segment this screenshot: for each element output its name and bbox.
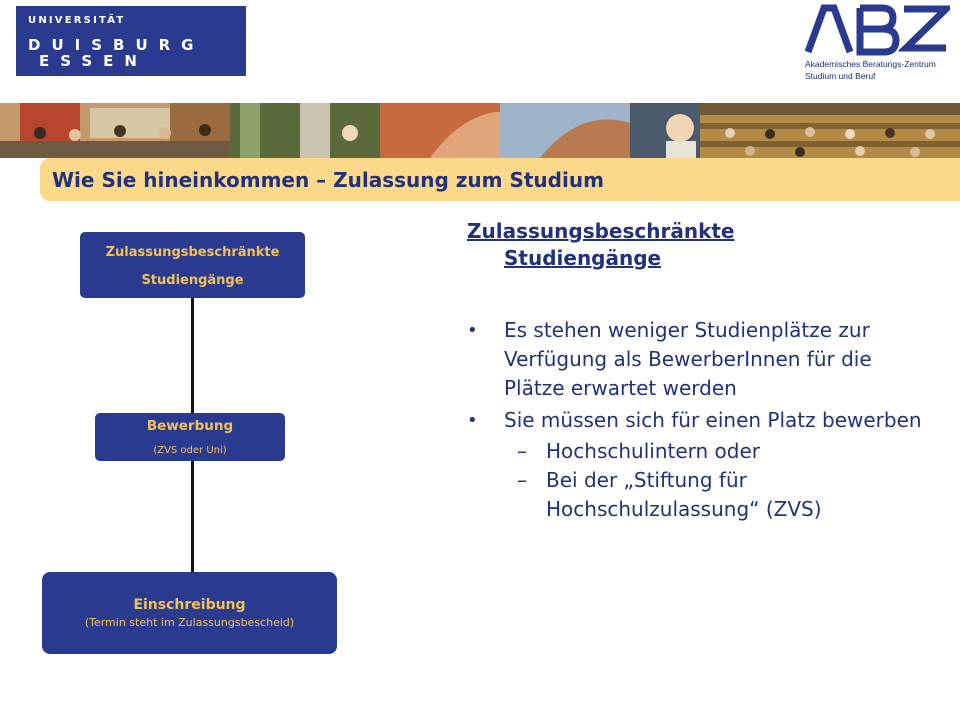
flow-box-label: Studiengänge: [141, 273, 244, 288]
title-bar: [40, 158, 960, 201]
bullet-list: [467, 316, 937, 524]
sub-list-item: [504, 437, 937, 466]
flow-connector-top: [191, 298, 194, 413]
flow-connector-bottom: [191, 461, 194, 572]
sub-bullet-text: Hochschulintern oder: [546, 439, 761, 463]
flow-box-label: Zulassungsbeschränkte: [105, 245, 280, 260]
flow-box-einschreibung: [42, 572, 337, 654]
section-heading-line2: Studiengänge: [504, 246, 662, 270]
section-heading-line1: Zulassungsbeschränkte: [467, 219, 735, 243]
flow-box-bewerbung: [95, 413, 285, 461]
page-title: Wie Sie hineinkommen – Zulassung zum Studium: [52, 168, 604, 192]
bullet-icon: •: [467, 320, 478, 341]
dash-icon: –: [517, 468, 527, 492]
abz-subtitle-line1: Akademisches Beratungs-Zentrum: [805, 59, 936, 69]
flow-box-sublabel: (Termin steht im Zulassungsbescheid): [84, 616, 295, 629]
flow-box-label: Bewerbung: [146, 418, 234, 434]
university-logo-top: UNIVERSITÄT: [28, 15, 126, 26]
bullet-text: Es stehen weniger Studienplätze zur Verfügung als BewerberInnen für die Plätze erwartet werden: [504, 318, 872, 400]
dash-icon: –: [517, 439, 527, 463]
university-logo-duisburg: DUISBURG: [28, 36, 205, 54]
section-heading: [467, 218, 735, 272]
flow-box-label: Einschreibung: [133, 597, 246, 613]
abz-logo-icon: [800, 0, 950, 60]
list-item: [467, 316, 937, 403]
university-logo-essen: ESSEN: [39, 52, 148, 70]
campus-photo-banner: [0, 103, 960, 158]
abz-subtitle-line2: Studium und Beruf: [805, 71, 876, 81]
list-item: [467, 406, 937, 524]
sub-bullet-list: [504, 437, 937, 524]
sub-bullet-text: Bei der „Stiftung für Hochschulzulassung“ (ZVS): [546, 468, 822, 521]
flow-box-sublabel: (ZVS oder Uni): [153, 445, 227, 456]
sub-list-item: [504, 466, 937, 524]
bullet-text: Sie müssen sich für einen Platz bewerben: [504, 408, 922, 432]
flow-box-zulassungsbeschraenkt: [80, 232, 305, 298]
bullet-icon: •: [467, 410, 478, 431]
university-logo: [16, 6, 246, 76]
